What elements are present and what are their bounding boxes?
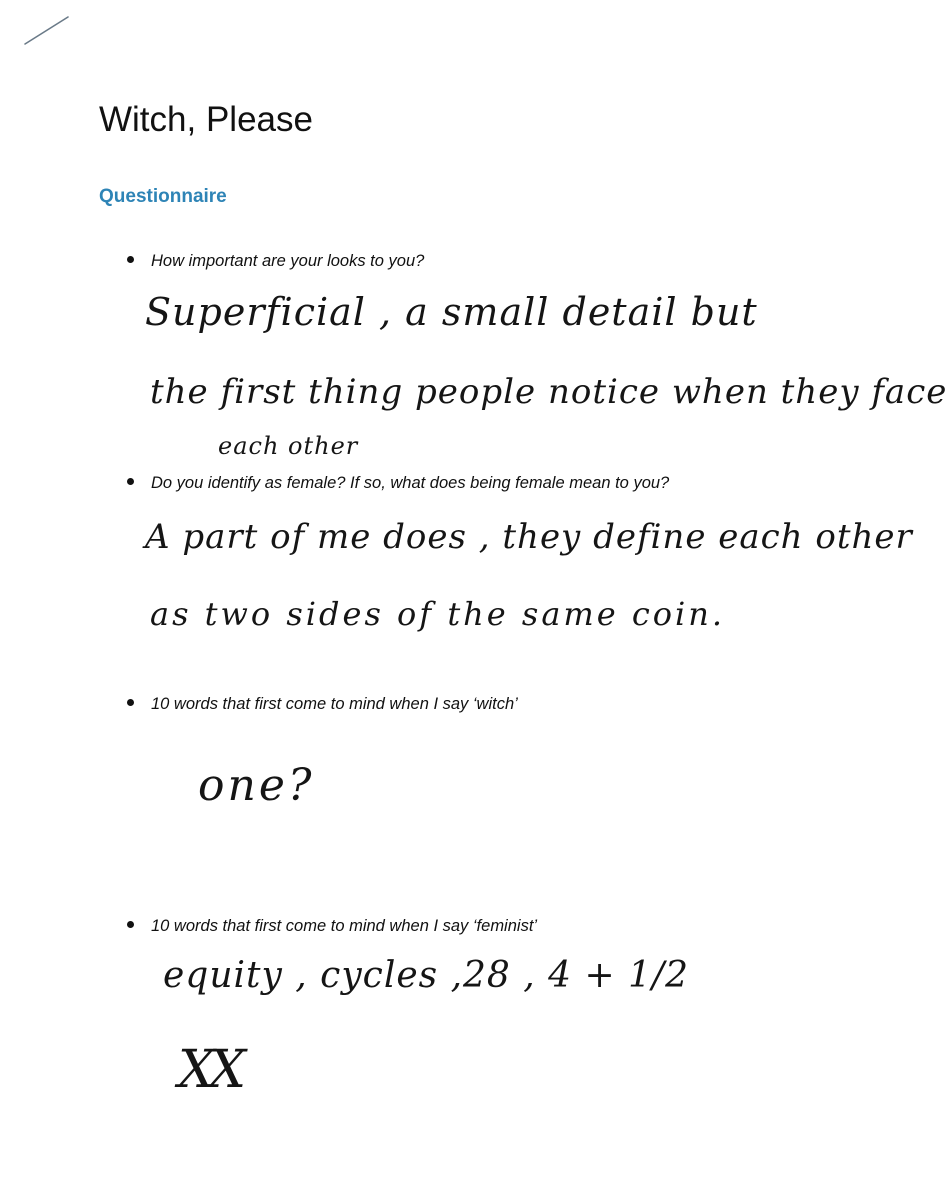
handwritten-answer-line: one?	[198, 760, 315, 811]
handwritten-answer-line: the first thing people notice when they face	[150, 372, 947, 412]
bullet-icon	[127, 478, 134, 485]
handwritten-answer-line: as two sides of the same coin.	[150, 595, 726, 633]
question-text: How important are your looks to you?	[151, 252, 425, 270]
document-title: Witch, Please	[99, 100, 313, 139]
handwritten-answer-line: each other	[218, 432, 359, 460]
bullet-icon	[127, 699, 134, 706]
section-heading: Questionnaire	[99, 186, 227, 207]
handwritten-answer-line: equity , cycles ,28 , 4 + 1/2	[163, 955, 690, 996]
pen-stroke-mark-icon	[22, 14, 72, 48]
handwritten-answer-line: A part of me does , they define each other	[145, 517, 913, 557]
bullet-icon	[127, 921, 134, 928]
handwritten-answer-line: Superficial , a small detail but	[145, 290, 758, 334]
question-item	[127, 917, 537, 936]
question-item	[127, 474, 669, 493]
question-text: Do you identify as female? If so, what does being female mean to you?	[151, 474, 670, 492]
question-text: 10 words that first come to mind when I say ‘feminist’	[151, 917, 538, 935]
bullet-icon	[127, 256, 134, 263]
question-text: 10 words that first come to mind when I say ‘witch’	[151, 695, 518, 713]
question-item	[127, 252, 424, 271]
question-item	[127, 695, 518, 714]
handwritten-answer-line: XX	[178, 1040, 241, 1100]
